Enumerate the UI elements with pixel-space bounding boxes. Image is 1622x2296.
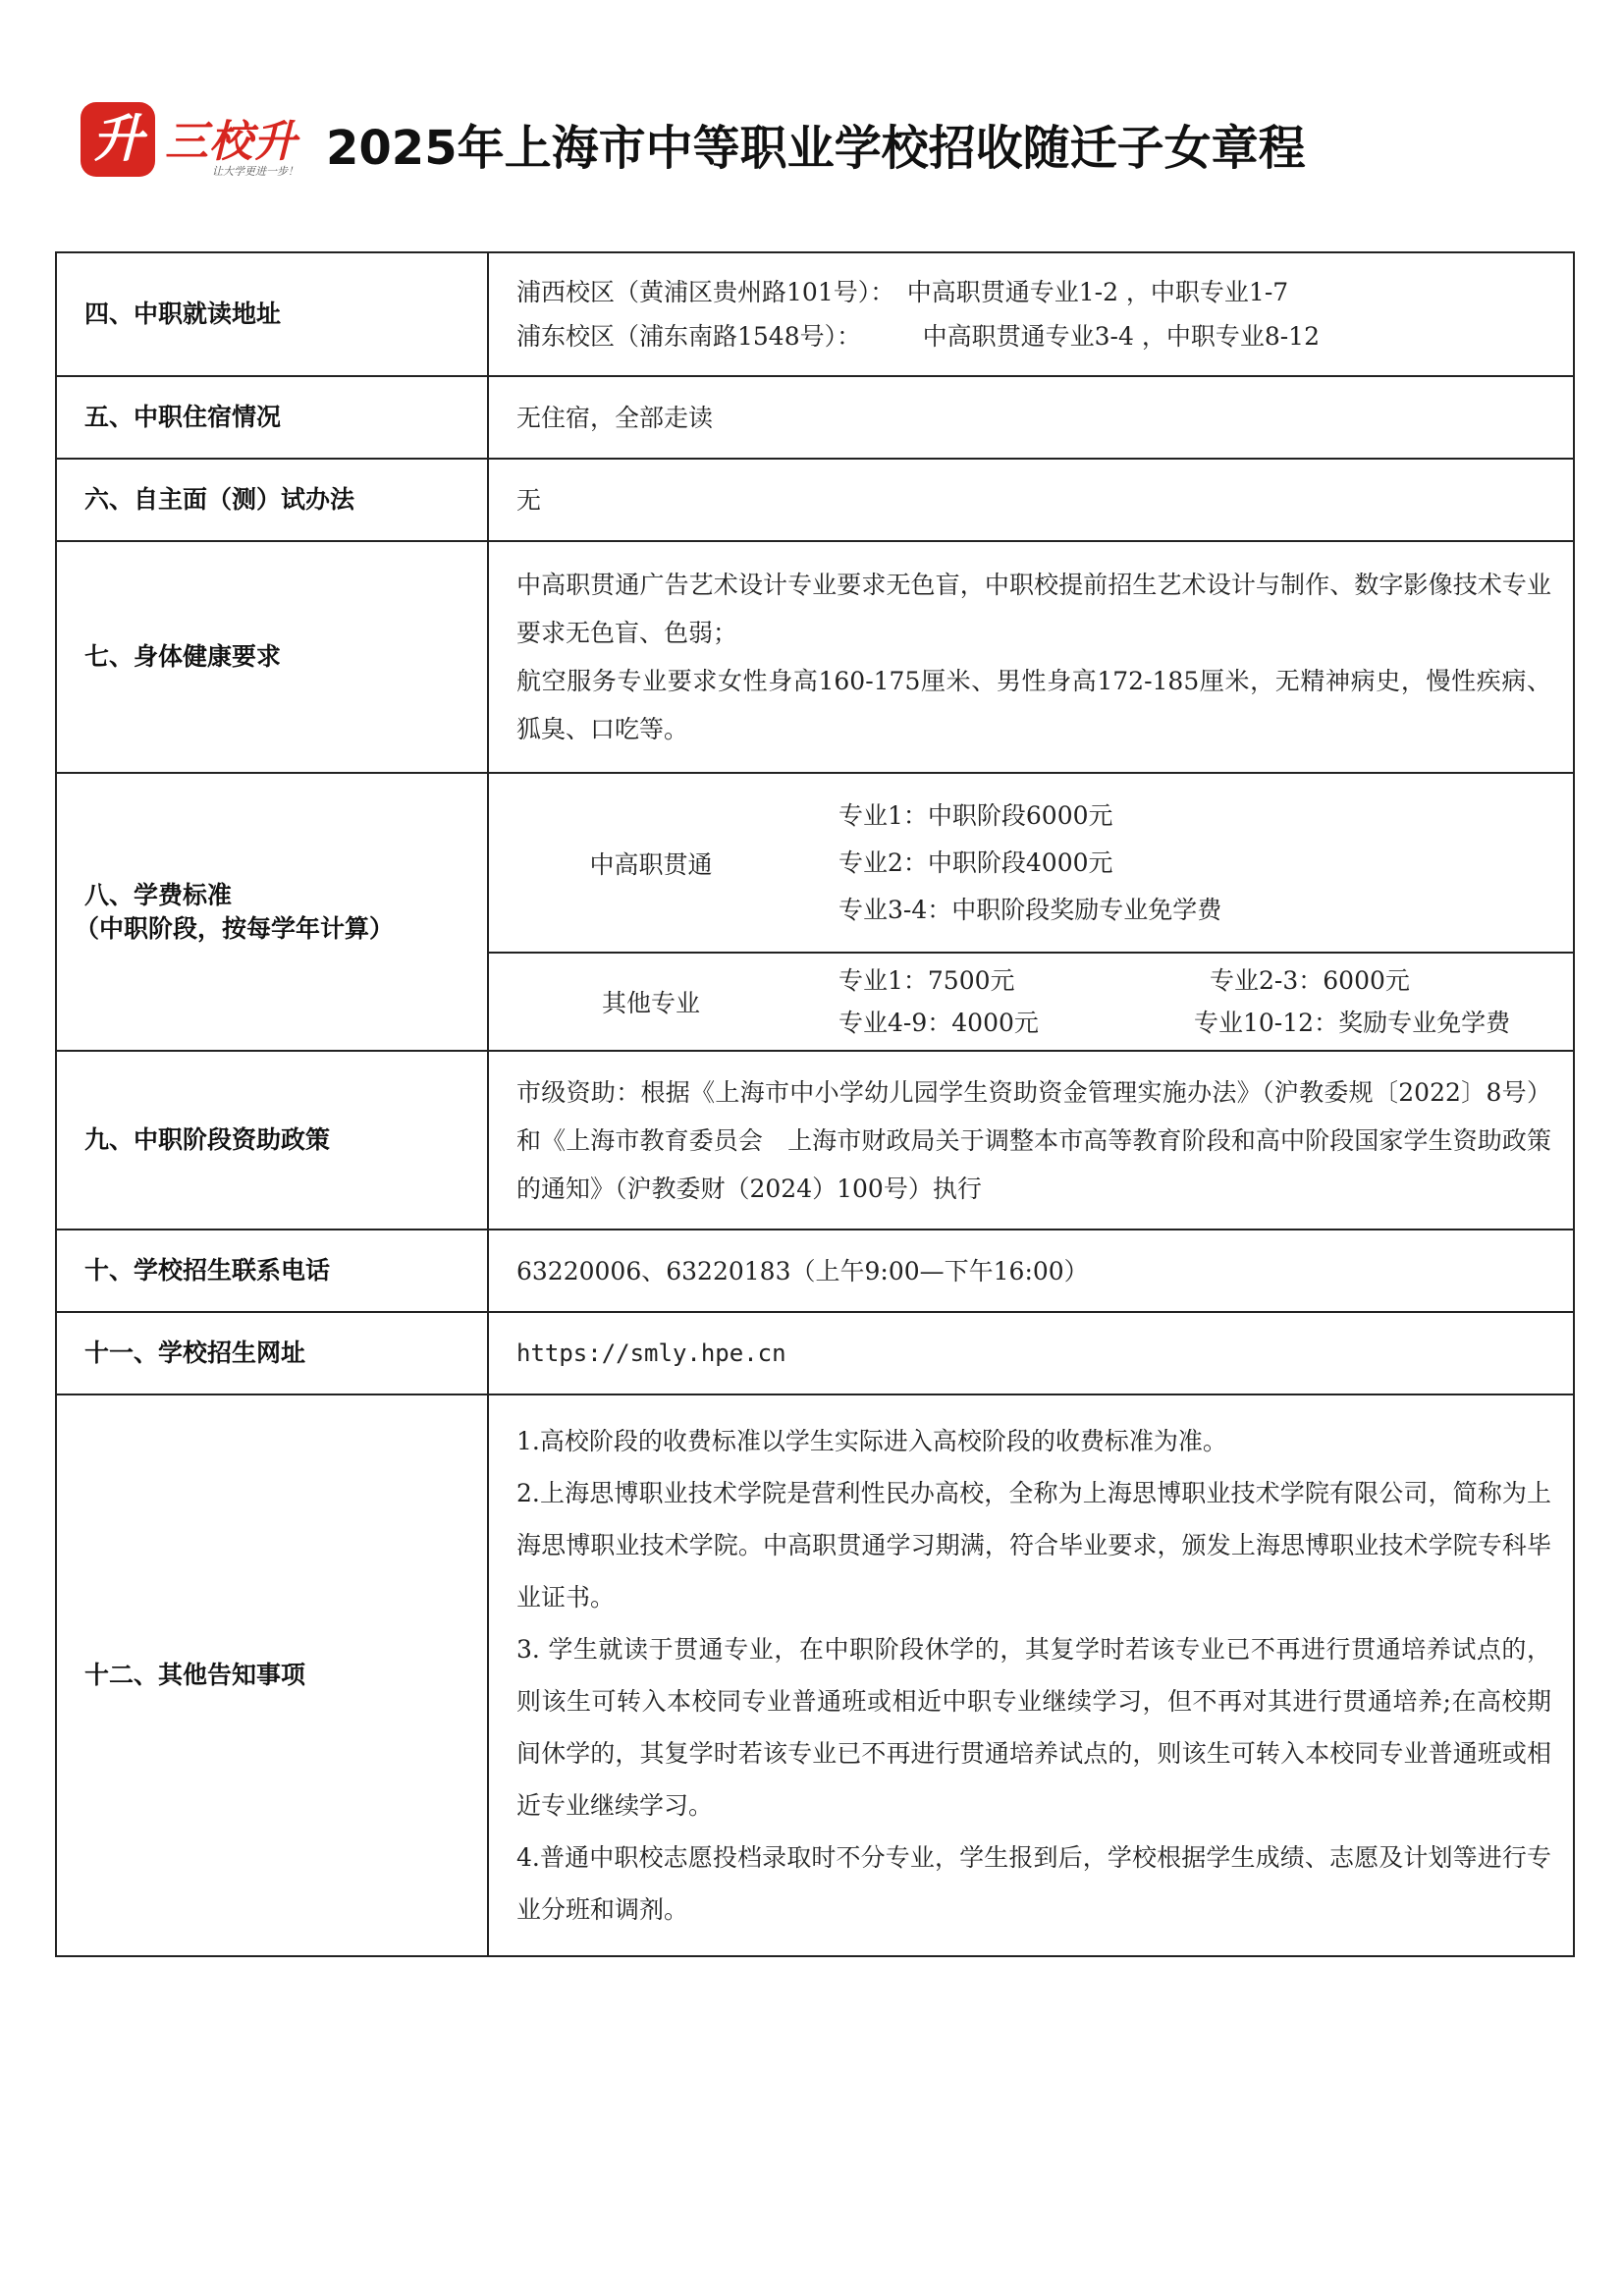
table-row <box>489 953 1573 1050</box>
tuition-item: 专业10-12：奖励专业免学费 <box>1194 1009 1511 1037</box>
logo-badge-icon: 升 <box>81 102 155 177</box>
row-label-aid: 九、中职阶段资助政策 <box>56 1051 488 1230</box>
row-content-notes <box>488 1394 1574 1956</box>
tuition-line: 专业2：中职阶段4000元 <box>838 847 1113 877</box>
table-row <box>56 1312 1574 1394</box>
note-item: 4.普通中职校志愿投档录取时不分专业，学生报到后，学校根据学生成绩、志愿及计划等进行专业分班和调剂。 <box>516 1843 1551 1924</box>
row-content-health <box>488 541 1574 773</box>
tuition-group-content <box>813 774 1573 953</box>
tuition-label-note: （中职阶段，按每学年计算） <box>75 913 395 943</box>
table-row <box>56 1230 1574 1312</box>
admission-info-table <box>55 251 1575 1957</box>
address-line-puxi: 浦西校区（黄浦区贵州路101号）： 中高职贯通专业1-2 ，中职专业1-7 <box>516 278 1289 306</box>
tuition-group-label: 其他专业 <box>601 989 700 1017</box>
address-line-pudong: 浦东校区（浦东南路1548号）： 中高职贯通专业3-4 ，中职专业8-12 <box>516 322 1320 351</box>
page-header <box>81 96 1553 187</box>
row-label-interview: 六、自主面（测）试办法 <box>56 459 488 541</box>
table-row <box>56 376 1574 459</box>
row-label-health: 七、身体健康要求 <box>56 541 488 773</box>
row-label-lodging: 五、中职住宿情况 <box>56 376 488 459</box>
note-item: 3. 学生就读于贯通专业，在中职阶段休学的，其复学时若该专业已不再进行贯通培养试点的，则该生可转入本校同专业普通班或相近中职专业继续学习，但不再对其进行贯通培养;在高校期间休学的，其复学时若该专业已不再进行贯通培养试点的，则该生可转入本校同专业普通班或相近专业继续学习。 <box>516 1635 1551 1820</box>
document-title: 2025年上海市中等职业学校招收随迁子女章程 <box>326 121 1306 176</box>
table-row <box>56 773 1574 1051</box>
logo-text: 三校升 <box>165 117 297 167</box>
tuition-item: 专业4-9：4000元 <box>838 1009 1039 1037</box>
tuition-item: 专业2-3：6000元 <box>1210 966 1410 995</box>
tuition-label-line: 八、学费标准 <box>84 880 233 909</box>
row-content-interview: 无 <box>488 459 1574 541</box>
logo-slogan: 让大学更进一步！ <box>212 165 298 178</box>
tuition-pair <box>838 1002 1547 1044</box>
row-label-website: 十一、学校招生网址 <box>56 1312 488 1394</box>
health-paragraph: 中高职贯通广告艺术设计专业要求无色盲，中职校提前招生艺术设计与制作、数字影像技术专业要求无色盲、色弱； <box>516 571 1551 647</box>
tuition-subtable <box>489 774 1573 1050</box>
row-label-address: 四、中职就读地址 <box>56 252 488 376</box>
row-label-tuition <box>56 773 488 1051</box>
row-content-address <box>488 252 1574 376</box>
table-row <box>56 541 1574 773</box>
table-row <box>56 1394 1574 1956</box>
tuition-group-content <box>813 953 1573 1050</box>
brand-logo <box>81 96 316 187</box>
note-item: 2.上海思博职业技术学院是营利性民办高校，全称为上海思博职业技术学院有限公司，简称为上海思博职业技术学院。中高职贯通学习期满，符合毕业要求，颁发上海思博职业技术学院专科毕业证书。 <box>516 1479 1551 1612</box>
aid-policy-text: 市级资助：根据《上海市中小学幼儿园学生资助资金管理实施办法》（沪教委规〔2022〕8号）和《上海市教育委员会 上海市财政局关于调整本市高等教育阶段和高中阶段国家学生资助政策的通知》（沪教委财（2024）100号）执行 <box>516 1077 1551 1203</box>
row-content-website: https://smly.hpe.cn <box>488 1312 1574 1394</box>
tuition-pair <box>838 959 1547 1002</box>
table-row <box>489 774 1573 953</box>
row-content-lodging: 无住宿，全部走读 <box>488 376 1574 459</box>
row-content-phone: 63220006、63220183（上午9:00—下午16:00） <box>488 1230 1574 1312</box>
row-label-notes: 十二、其他告知事项 <box>56 1394 488 1956</box>
tuition-line: 专业1：中职阶段6000元 <box>838 800 1113 830</box>
row-label-phone: 十、学校招生联系电话 <box>56 1230 488 1312</box>
table-row <box>56 459 1574 541</box>
tuition-subtable-cell <box>488 773 1574 1051</box>
tuition-item: 专业1：7500元 <box>838 966 1015 995</box>
tuition-line: 专业3-4：中职阶段奖励专业免学费 <box>838 895 1222 924</box>
health-paragraph: 航空服务专业要求女性身高160-175厘米、男性身高172-185厘米，无精神病史，慢性疾病、狐臭、口吃等。 <box>516 667 1551 743</box>
note-item: 1.高校阶段的收费标准以学生实际进入高校阶段的收费标准为准。 <box>516 1427 1227 1455</box>
row-content-aid <box>488 1051 1574 1230</box>
table-row <box>56 1051 1574 1230</box>
table-row <box>56 252 1574 376</box>
tuition-group-label: 中高职贯通 <box>489 774 813 953</box>
